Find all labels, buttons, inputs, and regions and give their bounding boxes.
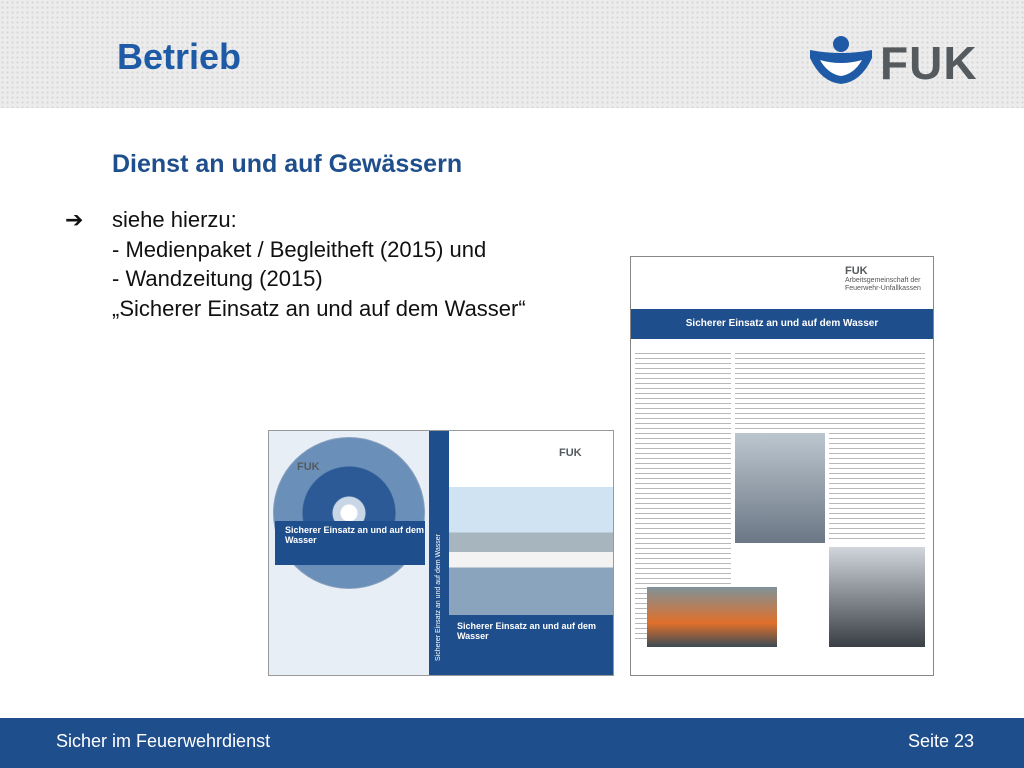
poster-text-column-3 [829, 349, 925, 539]
disc-title: Sicherer Einsatz an und auf dem Wasser [275, 521, 425, 565]
text-line-3: - Wandzeitung (2015) [112, 266, 323, 291]
disc-icon [273, 437, 425, 589]
poster-banner: Sicherer Einsatz an und auf dem Wasser [631, 309, 933, 339]
text-line-2: - Medienpaket / Begleitheft (2015) und [112, 237, 487, 262]
poster-image [630, 256, 934, 676]
dvd-disc-logo: FUK [297, 461, 320, 473]
dvd-cover-title: Sicherer Einsatz an und auf dem Wasser [449, 615, 613, 675]
poster-text-column-2 [735, 349, 831, 429]
dvd-harbor-photo [449, 487, 613, 617]
poster-logo: FUK [845, 265, 868, 277]
bullet-arrow-icon: ➔ [65, 207, 84, 232]
poster-rescue-photo [647, 587, 777, 647]
text-line-1: siehe hierzu: [112, 207, 237, 232]
logo-text: FUK [880, 37, 978, 89]
dvd-cover-image [268, 430, 614, 676]
poster-org: Arbeitsgemeinschaft der Feuerwehr-Unfallkassen [845, 277, 921, 292]
footer-left-text: Sicher im Feuerwehrdienst [56, 731, 271, 751]
slide-title: Betrieb [117, 36, 242, 77]
poster-firefighter-photo [735, 433, 825, 543]
dvd-front-logo: FUK [559, 447, 582, 459]
poster-propeller-photo [829, 547, 925, 647]
text-line-4: „Sicherer Einsatz an und auf dem Wasser“ [112, 296, 526, 321]
dvd-spine-text: Sicherer Einsatz an und auf dem Wasser [435, 534, 442, 661]
page-number: Seite 23 [907, 731, 974, 751]
slide-subtitle: Dienst an und auf Gewässern [112, 150, 463, 178]
